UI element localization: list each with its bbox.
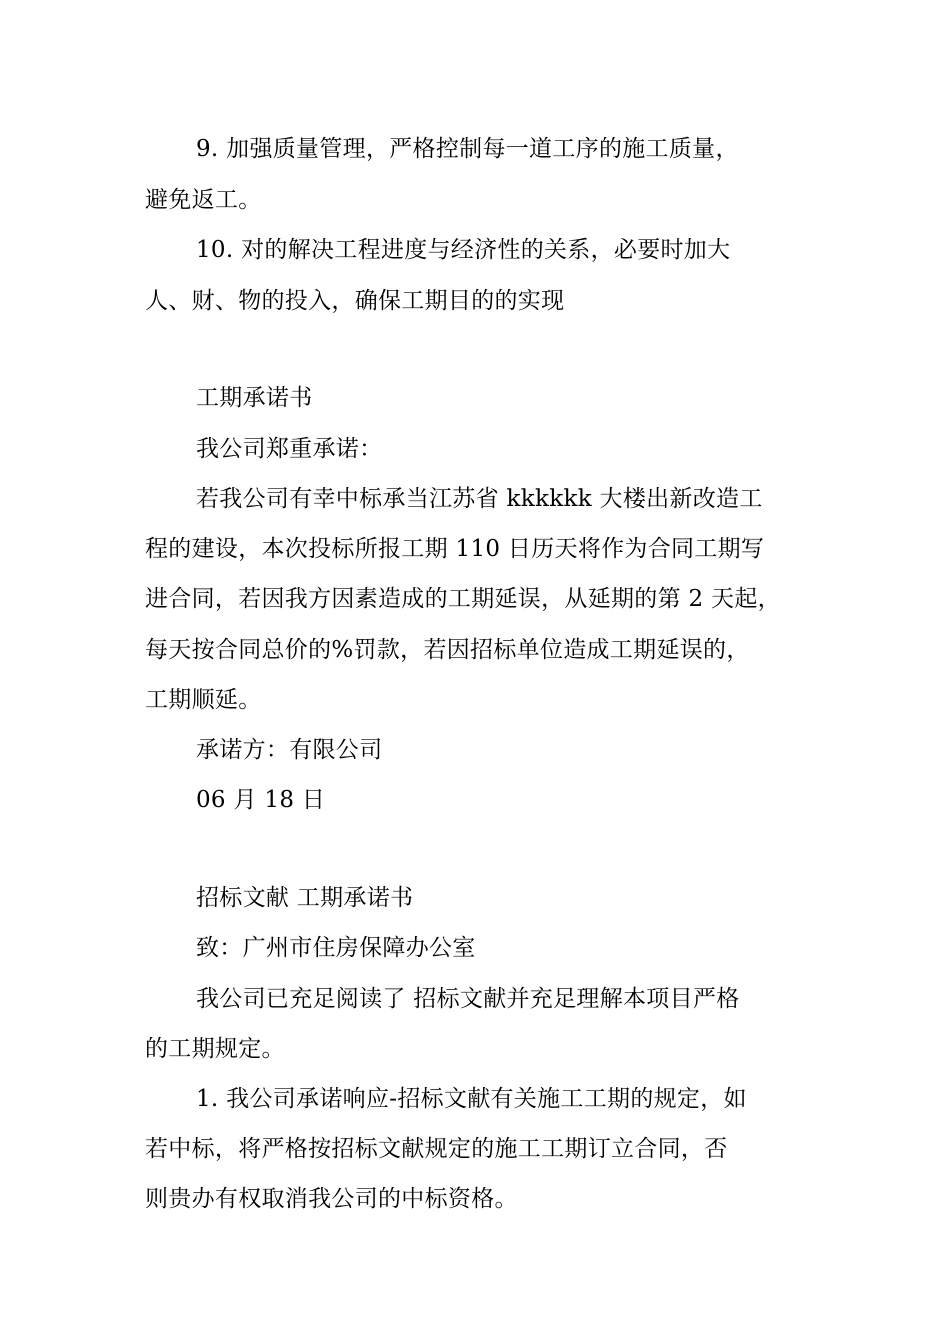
item-9-line-2: 避免返工。 <box>145 187 262 213</box>
section-title-tender-commitment: 招标文献 工期承诺书 <box>196 885 414 911</box>
tender-item-1-line-3: 则贵办有权取消我公司的中标资格。 <box>145 1186 518 1212</box>
tender-item-1-line-2: 若中标，将严格按招标文献规定的施工工期订立合同，否 <box>145 1136 728 1162</box>
item-10-line-1: 10. 对的解决工程进度与经济性的关系，必要时加大 <box>196 237 731 263</box>
section-title-commitment: 工期承诺书 <box>196 385 313 411</box>
commitment-body-line-5: 工期顺延。 <box>145 687 262 713</box>
tender-body-line-1: 我公司已充足阅读了 招标文献并充足理解本项目严格 <box>196 986 740 1012</box>
commitment-date: 06 月 18 日 <box>196 787 326 813</box>
addressee: 致：广州市住房保障办公室 <box>196 935 476 961</box>
commitment-intro: 我公司郑重承诺： <box>196 436 383 462</box>
tender-item-1-line-1: 1. 我公司承诺响应-招标文献有关施工工期的规定，如 <box>196 1086 747 1112</box>
commitment-body-line-1: 若我公司有幸中标承当江苏省 kkkkkk 大楼出新改造工 <box>196 486 763 512</box>
commitment-body-line-4: 每天按合同总价的%罚款，若因招标单位造成工期延误的， <box>145 637 750 663</box>
item-10-line-2: 人、财、物的投入，确保工期目的的实现 <box>145 288 565 314</box>
tender-body-line-2: 的工期规定。 <box>145 1036 285 1062</box>
commitment-body-line-2: 程的建设，本次投标所报工期 110 日历天将作为合同工期写 <box>145 536 765 562</box>
item-9-line-1: 9. 加强质量管理，严格控制每一道工序的施工质量， <box>196 136 739 162</box>
commitment-signer: 承诺方：有限公司 <box>196 737 383 763</box>
commitment-body-line-3: 进合同，若因我方因素造成的工期延误，从延期的第 2 天起， <box>145 586 781 612</box>
